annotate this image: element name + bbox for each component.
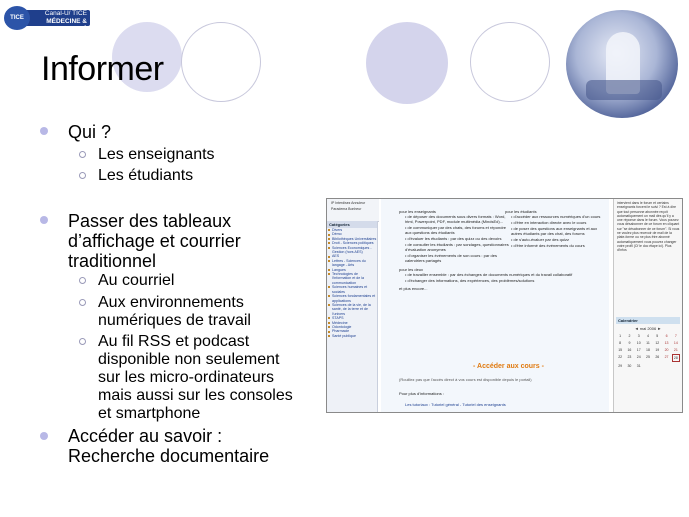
- bullet-knowledge: [68, 426, 269, 466]
- cathedral-shadow: [586, 80, 662, 100]
- ent-nav-item[interactable]: Divers: [327, 228, 377, 232]
- bullet-line: Passer des tableaux: [68, 211, 232, 231]
- ent-nav-item[interactable]: Démo: [327, 232, 377, 236]
- canal-u-logo: [4, 6, 94, 33]
- ent-nav-item[interactable]: Lettres - Sciences du langage - Arts: [327, 259, 377, 268]
- ent-both-item: • d'échanger des informations, des expériences, des problèmes/solutions: [405, 278, 535, 283]
- sub-bullet-dot: [79, 299, 86, 306]
- sub-bullet-line: numériques de travail: [98, 312, 251, 329]
- bullet-dot: [40, 216, 48, 224]
- ent-students-list: [505, 214, 609, 248]
- ent-more: et plus encore...: [399, 286, 428, 291]
- ent-calendar-day[interactable]: 16: [627, 348, 632, 352]
- sub-bullet-line: et smartphone: [98, 405, 201, 422]
- ent-category-nav: [327, 221, 378, 412]
- ent-calendar-day[interactable]: 27: [664, 355, 669, 359]
- ent-student-item: • d'accéder aux ressources numériques d'un cours: [511, 214, 601, 219]
- ent-students-head: pour les étudiants: [505, 209, 537, 214]
- ent-student-item: • d'être informé des événements du cours: [511, 243, 585, 248]
- ent-nav-item[interactable]: Sciences Economiques - Gestion (hors AES): [327, 246, 377, 255]
- ent-access-note: (Rouillez pas que l'accès direct à vos cours est disponible depuis le portail): [399, 377, 532, 382]
- ent-teacher-item: • de déposer des documents sous divers formats : Word, html, Powerpoint, PDF, module multimédia (MindsEd)...: [405, 214, 506, 224]
- ent-nav-item[interactable]: Bibliothèques Universitaires: [327, 237, 377, 241]
- ent-calendar-day[interactable]: 7: [674, 334, 677, 338]
- cathedral-photo-circle: [566, 10, 678, 118]
- ent-student-item: • de s'auto-évaluer par des quizz: [511, 237, 569, 242]
- ent-calendar-day[interactable]: 9: [628, 341, 631, 345]
- ent-login-line: Paradema Bonheur: [331, 207, 362, 211]
- sub-bullet-dot: [79, 151, 86, 158]
- bullet-line: d’affichage et courrier: [68, 231, 241, 251]
- ent-calendar-day[interactable]: 12: [655, 341, 660, 345]
- logo-badge: TICE: [4, 6, 30, 30]
- ent-calendar-day[interactable]: 14: [673, 341, 678, 345]
- ent-nav-header: Catégories: [327, 221, 377, 228]
- ent-calendar-day[interactable]: 4: [647, 334, 649, 338]
- ent-teachers-list: [399, 214, 511, 263]
- ent-teacher-item: • d'évaluer les étudiants : par des quizz ou des devoirs: [405, 236, 502, 241]
- ent-main-content: [381, 199, 609, 412]
- ent-calendar-day[interactable]: 10: [636, 341, 641, 345]
- ent-calendar-day[interactable]: 21: [673, 348, 678, 352]
- sub-bullet-line: Aux environnements: [98, 294, 244, 311]
- ent-calendar-month: [616, 326, 680, 331]
- ent-calendar-day[interactable]: 29: [618, 364, 623, 368]
- ent-calendar-day[interactable]: 30: [627, 364, 632, 368]
- ent-calendar-prev-icon[interactable]: ◄: [634, 326, 639, 331]
- ent-teacher-item: • d'organiser les événements de son cours : par des calendriers partagés: [405, 253, 497, 263]
- ent-calendar-day[interactable]: 25: [646, 355, 650, 359]
- ent-students-column: [505, 209, 609, 249]
- ent-tutorial-links[interactable]: Les tutoriaux : Tutoriel général - Tutoriel des enseignants: [405, 402, 506, 407]
- ent-calendar-day[interactable]: 20: [664, 348, 669, 352]
- sub-bullet-line: disponible non seulement: [98, 351, 280, 368]
- ent-login-line: IP Interdisez Annuleur: [331, 201, 366, 205]
- bullet-line: Accéder au savoir :: [68, 426, 223, 446]
- ent-nav-item[interactable]: Droit - Sciences politiques: [327, 241, 377, 245]
- ent-calendar-day[interactable]: 18: [646, 348, 650, 352]
- ent-calendar-day[interactable]: 1: [619, 334, 622, 338]
- ent-nav-item[interactable]: Langues: [327, 268, 377, 272]
- ent-calendar-day[interactable]: 15: [618, 348, 623, 352]
- slide-title: Informer: [41, 50, 164, 88]
- ent-nav-item[interactable]: Pharmacie: [327, 329, 377, 333]
- ent-student-item: • d'être en interaction directe avec le cours: [511, 220, 587, 225]
- ent-calendar-day[interactable]: 22: [618, 355, 623, 359]
- ent-nav-item[interactable]: STAPS: [327, 316, 377, 320]
- ent-right-column: [613, 199, 683, 412]
- bullet-line: Recherche documentaire: [68, 446, 270, 466]
- ent-nav-item[interactable]: AES: [327, 254, 377, 258]
- ent-both-list: [399, 272, 609, 283]
- ent-calendar-day[interactable]: 19: [655, 348, 660, 352]
- bullet-dot: [40, 127, 48, 135]
- decor-circle-2: [181, 22, 261, 102]
- decor-circle-4: [470, 22, 550, 102]
- ent-calendar-day[interactable]: 31: [636, 364, 641, 368]
- ent-calendar-day[interactable]: 24: [636, 355, 641, 359]
- ent-student-item: • de poser des questions aux enseignants et aux autres étudiants par des chat, des forums: [511, 226, 598, 236]
- ent-both-head: pour les deux: [399, 267, 424, 272]
- sub-bullet-line: sur les micro-ordinateurs: [98, 369, 275, 386]
- ent-calendar-day[interactable]: 11: [646, 341, 650, 345]
- ent-both-item: • de travailler ensemble : par des échanges de documents numériques et du travail collaboratif: [405, 272, 573, 277]
- ent-forum-info: intervient dans le forum et certains enseignants forcent le suivi ? Est à dire que tout personne abonnée reçoit automatiquement un mail dès qu'il y a une réponse dans le forum. Vous pouvez vous désabonner de ce forum en cliquant sur "se désabonner de ce forum". Si vous ne voulez plus recevoir de mail de la plate-forme ou ne plus être abonné automatiquement vous pouvez changer votre profil (Cf le doc étape ici). Plus d'infos: [617, 201, 680, 253]
- sub-bullet-dot: [79, 172, 86, 179]
- ent-info-head: Pour plus d'informations :: [399, 391, 445, 396]
- ent-calendar-day[interactable]: 13: [664, 341, 669, 345]
- ent-calendar-header: Calendrier: [616, 317, 680, 324]
- logo-line-1: Canal-U/ TICE: [44, 10, 87, 17]
- ent-nav-item[interactable]: Médecine: [327, 321, 377, 325]
- decor-circle-3: [366, 22, 448, 104]
- ent-calendar-next-icon[interactable]: ►: [657, 326, 662, 331]
- ent-calendar-day[interactable]: 3: [637, 334, 640, 338]
- sub-bullet-rss: [98, 333, 293, 423]
- ent-nav-item[interactable]: Sciences humaines et sociales: [327, 285, 377, 294]
- ent-nav-item[interactable]: Odontologie: [327, 325, 377, 329]
- ent-nav-item[interactable]: Sciences de la vie, de la santé, de la terre et de l'univers: [327, 303, 377, 316]
- logo-line-2: MÉDECINE & SANTÉ: [46, 18, 87, 33]
- sub-bullet-line: mais aussi sur les consoles: [98, 387, 293, 404]
- ent-nav-item[interactable]: Santé publique: [327, 334, 377, 338]
- ent-calendar-grid: [616, 333, 680, 369]
- bullet-line: traditionnel: [68, 251, 157, 271]
- sub-bullet-workspaces: [98, 294, 251, 330]
- ent-access-courses-link[interactable]: - Accéder aux cours -: [473, 363, 544, 370]
- ent-calendar-day[interactable]: 8: [619, 341, 622, 345]
- bullet-who: Qui ?: [68, 122, 112, 142]
- ent-calendar-day[interactable]: 2: [628, 334, 631, 338]
- ent-teacher-item: • de communiquer par des chats, des forums et répondre aux questions des étudiants: [405, 225, 507, 235]
- ent-screenshot: [326, 198, 683, 413]
- ent-calendar-day[interactable]: 26: [655, 355, 660, 359]
- sub-bullet-dot: [79, 277, 86, 284]
- ent-nav-list: [327, 228, 377, 338]
- ent-nav-item[interactable]: Technologies de l'information et de la communication: [327, 272, 377, 285]
- ent-login-box: [327, 199, 379, 222]
- ent-calendar-day[interactable]: 6: [665, 334, 668, 338]
- ent-calendar-day[interactable]: 5: [656, 334, 659, 338]
- ent-calendar: [616, 317, 680, 369]
- ent-calendar-day[interactable]: 23: [627, 355, 632, 359]
- ent-nav-item[interactable]: Sciences fondamentales et applications: [327, 294, 377, 303]
- ent-calendar-day[interactable]: 28: [672, 354, 680, 362]
- bullet-dot: [40, 432, 48, 440]
- sub-bullet-email: Au courriel: [98, 272, 175, 289]
- sub-bullet-students: Les étudiants: [98, 167, 194, 184]
- ent-calendar-month-label: mai 2006: [639, 326, 657, 331]
- ent-calendar-day[interactable]: 17: [636, 348, 641, 352]
- ent-teacher-item: • de consulter les étudiants : par sondages, questionnaires d'évaluation anonymes: [405, 242, 509, 252]
- sub-bullet-dot: [79, 338, 86, 345]
- ent-teachers-head: pour les enseignants: [399, 209, 436, 214]
- bullet-notice-boards: [68, 211, 241, 271]
- sub-bullet-line: Au fil RSS et podcast: [98, 333, 250, 350]
- logo-banner: [24, 10, 90, 33]
- sub-bullet-teachers: Les enseignants: [98, 146, 215, 163]
